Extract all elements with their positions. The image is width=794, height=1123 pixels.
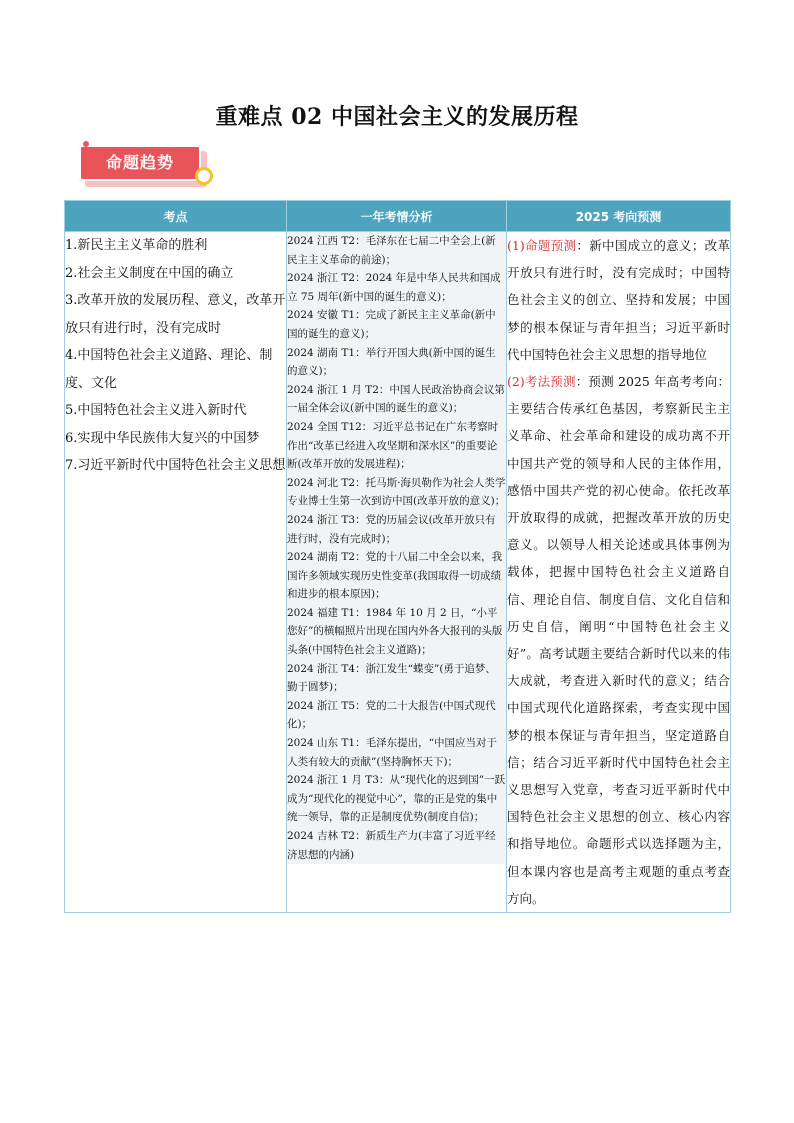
- analysis-item: 2024 浙江 T5：党的二十大报告(中国式现代化)；: [287, 697, 506, 734]
- kaodian-item: 2.社会主义制度在中国的确立: [65, 265, 234, 281]
- analysis-item: 2024 浙江 1 月 T3：从“现代化的迟到国”一跃成为“现代化的视觉中心”，靠的正是党的集中统一领导，靠的正是制度优势(制度自信)；: [287, 771, 506, 827]
- analysis-item: 2024 河北 T2：托马斯·海贝勒作为社会人类学专业博士生第一次到访中国(改革开放的意义)；: [287, 474, 506, 511]
- forecast-paragraph-1: [507, 232, 730, 368]
- forecast-cell: [507, 232, 731, 913]
- trend-table: [64, 200, 731, 913]
- header-analysis: 一年考情分析: [287, 201, 507, 232]
- analysis-item: 2024 湖南 T1：举行开国大典(新中国的诞生的意义)；: [287, 344, 506, 381]
- kaodian-item: 4.中国特色社会主义道路、理论、制度、文化: [65, 348, 273, 391]
- page-title: 重难点 02 中国社会主义的发展历程: [215, 104, 579, 130]
- analysis-item: 2024 安徽 T1：完成了新民主主义革命(新中国的诞生的意义)；: [287, 306, 506, 343]
- kaodian-item: 6.实现中华民族伟大复兴的中国梦: [65, 430, 260, 446]
- dot-icon: [83, 141, 89, 147]
- ring-icon: [195, 167, 213, 185]
- analysis-item: 2024 浙江 T4：浙江发生“蝶变”(勇于追梦、勤于圆梦)；: [287, 660, 506, 697]
- kaodian-item: 1.新民主主义革命的胜利: [65, 238, 208, 253]
- header-forecast: 2025 考向预测: [507, 201, 731, 232]
- badge-label: 命题趋势: [79, 145, 201, 181]
- forecast-label-1: (1)命题预测: [507, 238, 577, 253]
- analysis-item: 2024 全国 T12：习近平总书记在广东考察时作出“改革已经进入攻坚期和深水区”的重要论断(改革开放的发展进程)；: [287, 418, 506, 474]
- analysis-item: 2024 江西 T2：毛泽东在七届二中全会上(新民主主义革命的前途)；: [287, 232, 506, 269]
- section-badge: [79, 145, 211, 191]
- forecast-text-2: ：预测 2025 年高考考向：主要结合传承红色基因，考察新民主主义革命、社会革命和建设的成功离不开中国共产党的领导和人民的主体作用，感悟中国共产党的初心使命。依托改革开放取得的成就，把握改革开放的历史意义。以领导人相关论述或具体事例为载体，把握中国特色社会主义道路自信、理论自信、制度自信、文化自信和历史自信，阐明“中国特色社会主义好”。高考试题主要结合新时代以来的伟大成就，考查进入新时代的意义；结合中国式现代化道路探索，考查实现中国梦的根本保证与青年担当，坚定道路自信；结合习近平新时代中国特色社会主义思想写入党章，考查习近平新时代中国特色社会主义思想的创立、核心内容和指导地位。命题形式以选择题为主，但本课内容也是高考主观题的重点考查方向。: [507, 374, 730, 906]
- analysis-item: 2024 浙江 1 月 T2：中国人民政治协商会议第一届全体会议(新中国的诞生的意义)；: [287, 381, 506, 418]
- table-row: [65, 232, 731, 913]
- forecast-label-2: (2)考法预测: [507, 374, 576, 390]
- analysis-item: 2024 湖南 T2：党的十八届二中全会以来，我国许多领域实现历史性变革(我国取得一切成绩和进步的根本原因)；: [287, 548, 506, 604]
- analysis-cell: [287, 232, 507, 913]
- analysis-item: 2024 山东 T1：毛泽东提出，“中国应当对于人类有较大的贡献”(坚持胸怀天下)；: [287, 734, 506, 771]
- kaodian-item: 7.习近平新时代中国特色社会主义思想: [65, 458, 286, 473]
- kaodian-cell: [65, 232, 287, 913]
- table-header-row: [65, 201, 731, 232]
- kaodian-item: 5.中国特色社会主义进入新时代: [65, 403, 247, 418]
- analysis-item: 2024 浙江 T2：2024 年是中华人民共和国成立 75 周年(新中国的诞生的意义)；: [287, 269, 506, 306]
- kaodian-item: 3.改革开放的发展历程、意义，改革开放只有进行时，没有完成时: [65, 293, 286, 336]
- forecast-paragraph-2: [507, 368, 730, 912]
- analysis-item: 2024 福建 T1：1984 年 10 月 2 日，“小平您好”的横幅照片出现在国内外各大报刊的头版头条(中国特色社会主义道路)；: [287, 604, 506, 660]
- analysis-item: 2024 吉林 T2：新质生产力(丰富了习近平经济思想的内涵): [287, 827, 506, 864]
- forecast-text-1: ：新中国成立的意义；改革开放只有进行时，没有完成时；中国特色社会主义的创立、坚持和发展；中国梦的根本保证与青年担当；习近平新时代中国特色社会主义思想的指导地位: [507, 238, 730, 362]
- header-kaodian: 考点: [65, 201, 287, 232]
- analysis-item: 2024 浙江 T3：党的历届会议(改革开放只有进行时，没有完成时)；: [287, 511, 506, 548]
